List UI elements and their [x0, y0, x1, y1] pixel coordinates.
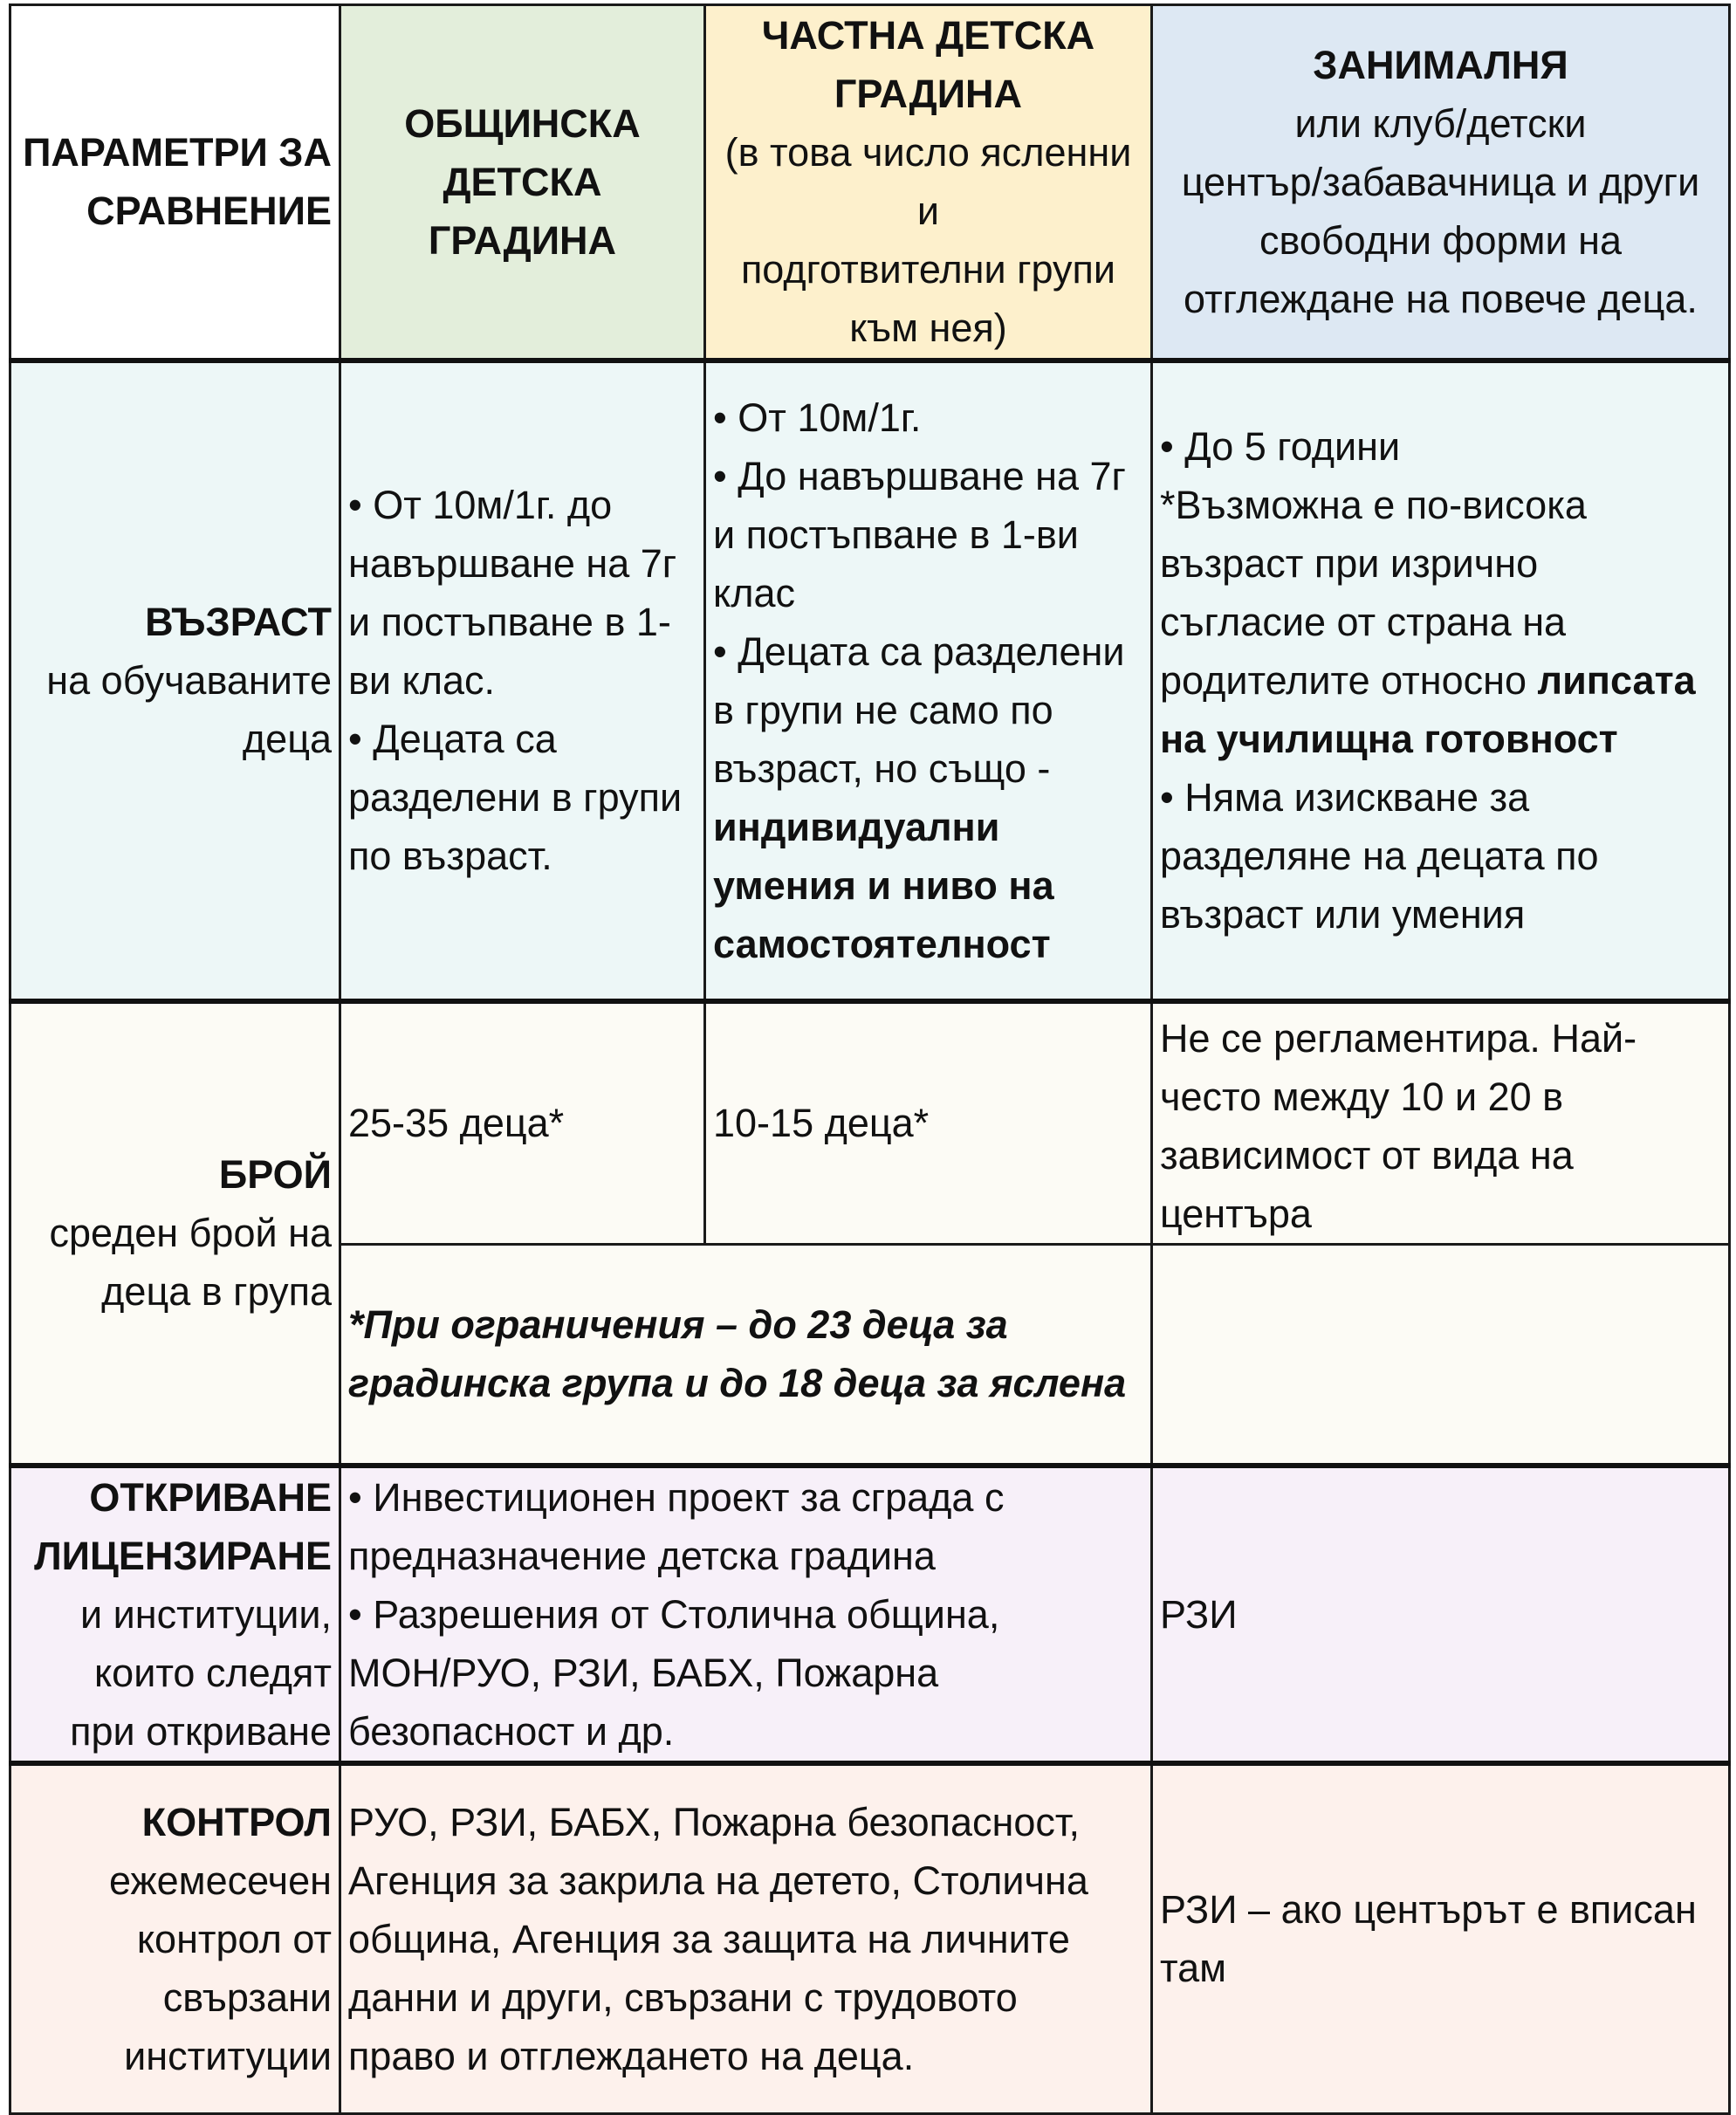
licensing-label-text: при откриване	[70, 1709, 332, 1754]
licensing-label-bold: ОТКРИВАНЕ	[89, 1475, 332, 1520]
age-municipal-line: ви клас.	[348, 658, 496, 703]
control-center-line: РЗИ – ако центърът е вписан	[1160, 1887, 1697, 1933]
count-center-line: често между 10 и 20 в	[1160, 1074, 1564, 1119]
age-municipal-line: навършване на 7г	[348, 541, 677, 586]
control-label-text: институции	[124, 2033, 332, 2078]
age-municipal-line: и постъпване в 1-	[348, 600, 671, 644]
control-label-text: контрол от	[136, 1916, 332, 1961]
licensing-gardens-line: предназначение детска градина	[348, 1534, 936, 1578]
age-label-bold: ВЪЗРАСТ	[145, 600, 332, 644]
licensing-gardens-line: безопасност и др.	[348, 1709, 675, 1754]
age-municipal-cell	[340, 361, 705, 1001]
comparison-table	[9, 3, 1731, 2115]
age-center-cell	[1152, 361, 1730, 1001]
age-private-bold-line: индивидуални	[713, 804, 1000, 849]
control-label-text: ежемесечен	[109, 1857, 332, 1903]
row-label-licensing	[10, 1466, 340, 1763]
licensing-center-cell	[1152, 1466, 1730, 1763]
count-center-line: зависимост от вида на	[1160, 1132, 1574, 1178]
count-center-cell	[1152, 1001, 1730, 1245]
row-label-control	[10, 1763, 340, 2113]
age-municipal-line: разделени в групи	[348, 775, 683, 820]
age-private-line: възраст, но също -	[713, 745, 1051, 791]
header-private-kindergarten	[705, 5, 1152, 361]
header-parameters	[10, 5, 340, 361]
control-gardens-cell	[340, 1763, 1152, 2113]
control-gardens-line: РУО, РЗИ, БАБХ, Пожарна безопасност,	[348, 1799, 1081, 1844]
licensing-gardens-line: • Инвестиционен проект за сграда с	[348, 1475, 1005, 1520]
age-private-cell	[705, 361, 1152, 1001]
age-center-line: съгласие от страна на	[1160, 600, 1567, 644]
age-private-line: • До навършване на 7г	[713, 453, 1126, 498]
age-label-text: на обучаваните	[46, 658, 332, 703]
control-label-text: свързани	[162, 1974, 332, 2020]
header-center-subtitle: или клуб/детски	[1294, 100, 1587, 146]
licensing-gardens-line: • Разрешения от Столична община,	[348, 1592, 1000, 1637]
count-municipal-value: 25-35 деца*	[348, 1101, 565, 1145]
header-childcare-center	[1152, 5, 1730, 361]
control-label-bold: КОНТРОЛ	[141, 1799, 332, 1844]
header-municipal-line: ДЕТСКА ГРАДИНА	[428, 159, 617, 263]
age-center-bold-line: на училищна готовност	[1160, 717, 1618, 761]
row-control	[10, 1763, 1730, 2113]
count-municipal-cell	[340, 1001, 705, 1245]
header-private-subtitle: към нея)	[849, 306, 1007, 351]
header-param-line: ПАРАМЕТРИ ЗА	[23, 130, 332, 175]
age-private-line: клас	[713, 570, 795, 615]
age-label-text: деца	[242, 717, 332, 761]
licensing-label-text: и институции,	[79, 1592, 332, 1637]
licensing-label-text: които следят	[93, 1651, 332, 1695]
count-label-text: среден брой на	[49, 1211, 332, 1256]
age-municipal-line: по възраст.	[348, 834, 552, 878]
age-center-line: възраст или умения	[1160, 892, 1526, 937]
count-private-value: 10-15 деца*	[713, 1101, 930, 1145]
control-gardens-line: община, Агенция за защита на личните	[348, 1916, 1070, 1961]
header-row	[10, 5, 1730, 361]
count-note-cell	[340, 1244, 1152, 1466]
count-label-bold: БРОЙ	[218, 1152, 332, 1198]
age-center-line: • Няма изискване за	[1160, 775, 1530, 820]
age-center-line: разделяне на децата по	[1160, 834, 1599, 878]
age-center-line: • До 5 години	[1160, 424, 1401, 469]
age-center-line: *Възможна е по-висока	[1160, 483, 1587, 527]
count-note-line: градинска група и до 18 деца за яслена	[348, 1361, 1127, 1406]
age-private-line: • От 10м/1г.	[713, 395, 922, 440]
age-center-bold-text: липсата	[1537, 658, 1696, 703]
control-center-cell	[1152, 1763, 1730, 2113]
header-private-title: ЧАСТНА ДЕТСКА	[761, 13, 1095, 58]
licensing-gardens-line: МОН/РУО, РЗИ, БАБХ, Пожарна	[348, 1651, 939, 1695]
row-age	[10, 361, 1730, 1001]
row-label-age	[10, 361, 340, 1001]
header-municipal-kindergarten	[340, 5, 705, 361]
age-center-line: възраст при изрично	[1160, 541, 1539, 586]
age-center-text: родителите относно	[1160, 658, 1538, 703]
age-municipal-line: • От 10м/1г. до	[348, 483, 613, 527]
age-municipal-line: • Децата са	[348, 717, 557, 761]
header-center-subtitle: свободни форми на	[1259, 217, 1623, 263]
control-gardens-line: данни и други, свързани с трудовото	[348, 1974, 1018, 2020]
header-private-subtitle: подготвителни групи	[740, 247, 1116, 292]
count-label-text: деца в група	[101, 1269, 332, 1315]
count-center-line: Не се регламентира. Най-	[1160, 1015, 1637, 1061]
count-note-line: *При ограничения – до 23 деца за	[348, 1302, 1008, 1348]
header-param-line: СРАВНЕНИЕ	[86, 189, 332, 234]
header-private-title: ГРАДИНА	[834, 72, 1023, 117]
row-licensing	[10, 1466, 1730, 1763]
control-gardens-line: право и отглеждането на деца.	[348, 2033, 915, 2078]
row-count	[10, 1001, 1730, 1245]
header-center-title: ЗАНИМАЛНЯ	[1313, 42, 1568, 87]
control-center-line: там	[1160, 1946, 1227, 1991]
age-private-line: и постъпване в 1-ви	[713, 512, 1079, 557]
count-note-empty-cell	[1152, 1244, 1730, 1466]
licensing-gardens-cell	[340, 1466, 1152, 1763]
row-label-count	[10, 1001, 340, 1466]
age-private-line: в групи не само по	[713, 687, 1053, 732]
header-private-subtitle: (в това число ясленни и	[724, 130, 1132, 234]
licensing-label-bold: ЛИЦЕНЗИРАНЕ	[34, 1534, 332, 1578]
licensing-center-value: РЗИ	[1160, 1592, 1238, 1637]
age-private-bold-line: самостоятелност	[713, 921, 1051, 966]
count-center-line: центъра	[1160, 1191, 1312, 1236]
header-municipal-line: ОБЩИНСКА	[404, 100, 641, 146]
count-private-cell	[705, 1001, 1152, 1245]
header-center-subtitle: отглеждане на повече деца.	[1184, 276, 1698, 321]
age-private-line: • Децата са разделени	[713, 628, 1125, 674]
header-center-subtitle: център/забавачница и други	[1181, 159, 1700, 204]
control-gardens-line: Агенция за закрила на детето, Столична	[348, 1857, 1088, 1903]
age-private-bold-line: умения и ниво на	[713, 862, 1054, 908]
age-center-mixed-line	[1160, 651, 1721, 710]
